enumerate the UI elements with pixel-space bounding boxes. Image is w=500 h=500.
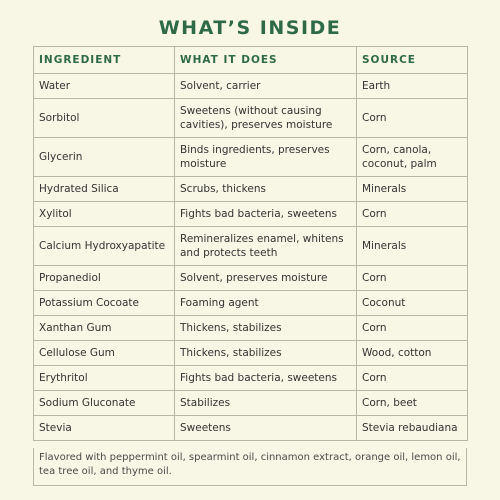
ingredient-cell: Calcium Hydroxyapatite (34, 227, 175, 266)
function-cell: Foaming agent (175, 291, 357, 316)
source-cell: Earth (357, 74, 468, 99)
function-cell: Stabilizes (175, 391, 357, 416)
ingredient-cell: Xylitol (34, 202, 175, 227)
source-cell: Corn, canola, coconut, palm (357, 138, 468, 177)
source-cell: Corn (357, 99, 468, 138)
ingredient-cell: Hydrated Silica (34, 177, 175, 202)
function-cell: Fights bad bacteria, sweetens (175, 202, 357, 227)
function-cell: Remineralizes enamel, whitens and protects teeth (175, 227, 357, 266)
table-row (34, 138, 468, 177)
function-cell: Binds ingredients, preserves moisture (175, 138, 357, 177)
ingredient-cell: Potassium Cocoate (34, 291, 175, 316)
ingredient-cell: Sorbitol (34, 99, 175, 138)
function-cell: Fights bad bacteria, sweetens (175, 366, 357, 391)
ingredient-cell: Water (34, 74, 175, 99)
table-row (34, 341, 468, 366)
function-cell: Solvent, preserves moisture (175, 266, 357, 291)
header-ingredient: INGREDIENT (34, 47, 175, 74)
ingredient-cell: Sodium Gluconate (34, 391, 175, 416)
table-row (34, 202, 468, 227)
function-cell: Scrubs, thickens (175, 177, 357, 202)
ingredient-cell: Stevia (34, 416, 175, 441)
source-cell: Corn, beet (357, 391, 468, 416)
function-cell: Thickens, stabilizes (175, 316, 357, 341)
table-row (34, 99, 468, 138)
function-cell: Thickens, stabilizes (175, 341, 357, 366)
table-row (34, 416, 468, 441)
source-cell: Corn (357, 266, 468, 291)
table-row (34, 316, 468, 341)
table-row (34, 291, 468, 316)
source-cell: Minerals (357, 227, 468, 266)
page-title: WHAT’S INSIDE (158, 17, 342, 39)
source-cell: Coconut (357, 291, 468, 316)
flavor-footnote: Flavored with peppermint oil, spearmint oil, cinnamon extract, orange oil, lemon oil, tea tree oil, and thyme oil. (33, 448, 467, 486)
ingredients-table (33, 46, 468, 441)
table-row (34, 266, 468, 291)
function-cell: Solvent, carrier (175, 74, 357, 99)
source-cell: Wood, cotton (357, 341, 468, 366)
source-cell: Corn (357, 316, 468, 341)
table-header-row (34, 47, 468, 74)
ingredient-cell: Erythritol (34, 366, 175, 391)
ingredient-cell: Cellulose Gum (34, 341, 175, 366)
ingredient-cell: Xanthan Gum (34, 316, 175, 341)
table-row (34, 227, 468, 266)
source-cell: Stevia rebaudiana (357, 416, 468, 441)
ingredient-cell: Propanediol (34, 266, 175, 291)
source-cell: Corn (357, 202, 468, 227)
table-row (34, 366, 468, 391)
header-what-it-does: WHAT IT DOES (175, 47, 357, 74)
table-row (34, 74, 468, 99)
ingredient-cell: Glycerin (34, 138, 175, 177)
source-cell: Minerals (357, 177, 468, 202)
header-source: SOURCE (357, 47, 468, 74)
source-cell: Corn (357, 366, 468, 391)
function-cell: Sweetens (175, 416, 357, 441)
table-row (34, 177, 468, 202)
table-row (34, 391, 468, 416)
function-cell: Sweetens (without causing cavities), preserves moisture (175, 99, 357, 138)
